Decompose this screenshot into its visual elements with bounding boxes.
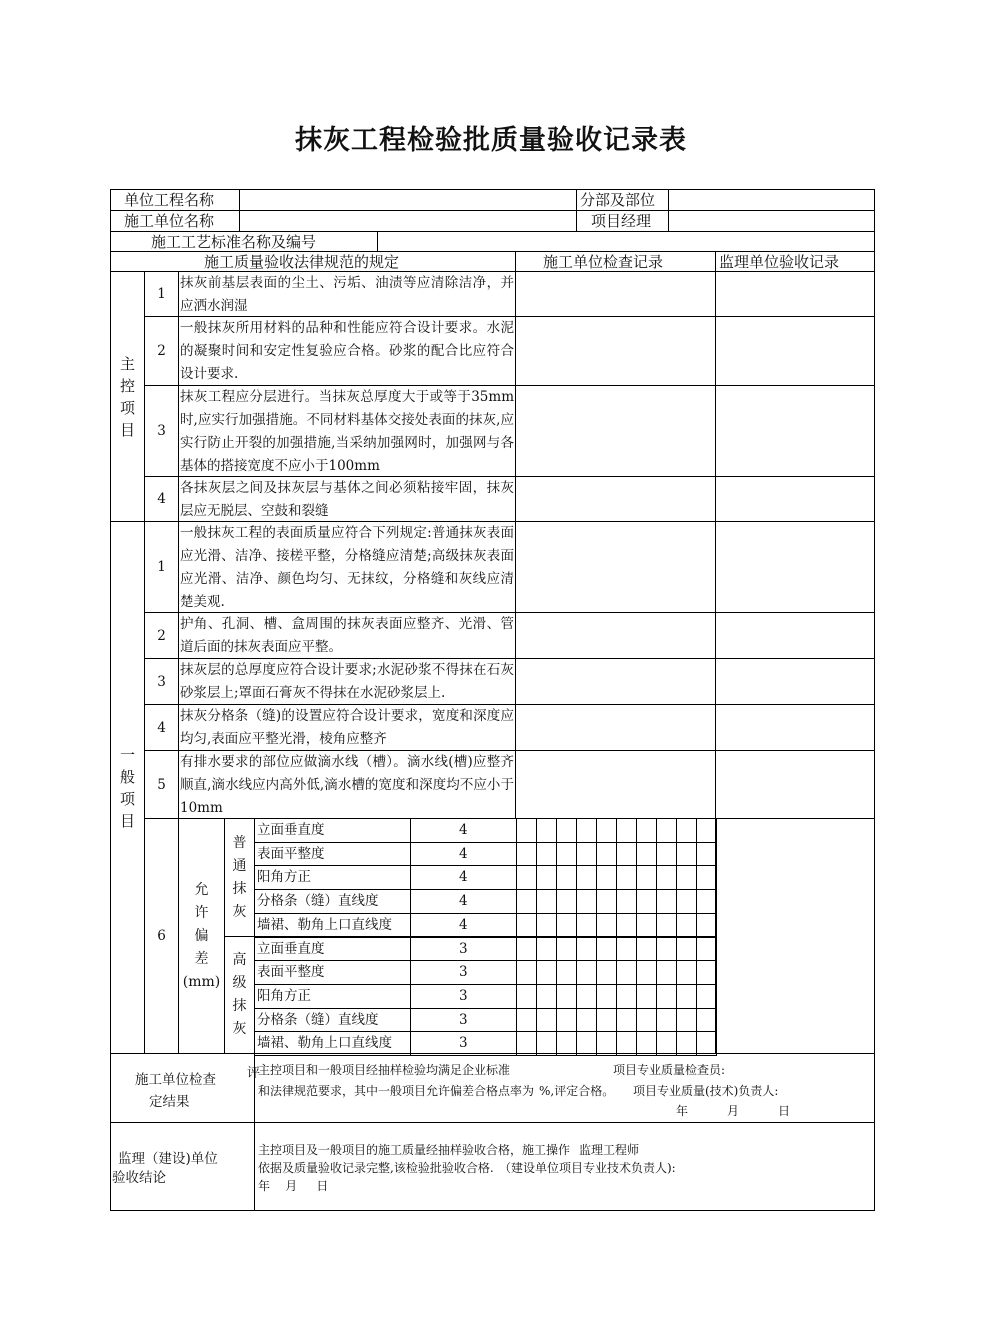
measurement-cell[interactable]: [576, 842, 597, 867]
construction-date-year: 年: [676, 1104, 689, 1118]
measurement-cell[interactable]: [556, 960, 577, 985]
measurement-cell[interactable]: [556, 865, 577, 890]
measurement-cell[interactable]: [636, 1008, 657, 1033]
deviation-item-value: 3: [459, 1011, 468, 1028]
construction-unit-label-cell: [110, 210, 240, 232]
main-item-1-no: 1: [144, 271, 179, 317]
construction-conclusion-label-1: 施工单位检查: [135, 1072, 216, 1088]
general-item-1-accept[interactable]: [715, 521, 875, 613]
measurement-cell[interactable]: [676, 937, 697, 962]
measurement-cell[interactable]: [656, 984, 677, 1009]
main-control-label: 主 控 项 目: [119, 354, 135, 439]
deviation-item-value-cell: [410, 889, 517, 914]
general-label: 一 般 项 目: [119, 745, 135, 830]
deviation-item-value-cell: [410, 842, 517, 867]
deviation-item-value-cell: [410, 960, 517, 985]
sub-part-label: 分部及部位: [580, 191, 656, 209]
inspection-form: [111, 190, 875, 1211]
measurement-cell[interactable]: [576, 960, 597, 985]
advanced-plaster-label-cell: [224, 936, 255, 1054]
general-item-4-accept[interactable]: [715, 704, 875, 751]
general-item-3-no: 3: [144, 658, 179, 705]
measurement-cell[interactable]: [616, 960, 637, 985]
main-item-2-text: 一般抹灰所用材料的品种和性能应符合设计要求。水泥的凝聚时间和安定性复验应合格。砂浆的配合比应符合设计要求.: [178, 316, 516, 386]
main-item-4-text: 各抹灰层之间及抹灰层与基体之间必须粘接牢固，抹灰层应无脱层、空鼓和裂缝: [178, 476, 516, 522]
general-item-5-text: 有排水要求的部位应做滴水线（槽）。滴水线(槽)应整齐顺直,滴水线应内高外低,滴水槽的宽度和深度均不应小于10mm: [178, 750, 516, 819]
general-item-3-text: 抹灰层的总厚度应符合设计要求;水泥砂浆不得抹在石灰砂浆层上;罩面石膏灰不得抹在水泥砂浆层上.: [178, 658, 516, 705]
quality-inspector-label: 项目专业质量检查员:: [613, 1063, 726, 1077]
supervision-date: 年 月 日: [258, 1179, 329, 1193]
measurement-cell[interactable]: [636, 818, 657, 843]
deviation-item-value: 3: [459, 940, 468, 957]
deviation-item-name-cell: [254, 818, 411, 843]
owner-tech-lead-label: （建设单位项目专业技术负责人):: [499, 1161, 676, 1175]
project-manager-label: 项目经理: [591, 212, 652, 230]
main-item-3-text: 抹灰工程应分层进行。当抹灰总厚度大于或等于35mm时,应实行加强措施。不同材料基体交接处表面的抹灰,应实行防止开裂的加强措施,当采纳加强网时，加强网与各基体的搭接宽度不应小于100mm: [178, 385, 516, 477]
deviation-item-value: 3: [459, 964, 468, 981]
ordinary-plaster-label-cell: [224, 818, 255, 937]
deviation-item-value-cell: [410, 937, 517, 962]
measurement-cell[interactable]: [536, 960, 557, 985]
general-item-1-text: 一般抹灰工程的表面质量应符合下列规定:普通抹灰表面应光滑、洁净、接槎平整，分格缝应清楚;高级抹灰表面应光滑、洁净、颜色均匀、无抹纹，分格缝和灰线应清楚美观.: [178, 521, 516, 613]
main-item-3-no: 3: [144, 385, 179, 477]
accept-record-header-label: 监理单位验收记录: [719, 253, 840, 271]
measurement-cell[interactable]: [596, 960, 617, 985]
deviation-item-name: 墙裙、勒角上口直线度: [257, 1035, 392, 1052]
construction-date-month: 月: [727, 1104, 740, 1118]
measurement-cell[interactable]: [636, 889, 657, 914]
measurement-cell[interactable]: [696, 960, 717, 985]
check-record-header-label: 施工单位检查记录: [543, 253, 664, 271]
construction-conclusion-line2b: %,评定合格。: [539, 1084, 615, 1098]
measurement-cell[interactable]: [596, 913, 617, 938]
deviation-item-value-cell: [410, 818, 517, 843]
main-item-1-text: 抹灰前基层表面的尘土、污垢、油渍等应清除洁净，并应洒水润湿: [178, 271, 516, 317]
measurement-cell[interactable]: [516, 913, 537, 938]
deviation-item-value-cell: [410, 984, 517, 1009]
deviation-item-name-cell: [254, 865, 411, 890]
general-item-3-check[interactable]: [515, 658, 716, 705]
measurement-cell[interactable]: [516, 842, 537, 867]
supervision-conclusion-label-1: 监理（建设)单位: [118, 1151, 218, 1167]
general-item-1-no: 1: [144, 521, 179, 613]
standard-label: 施工工艺标准名称及编号: [151, 233, 317, 251]
measurement-cell[interactable]: [616, 937, 637, 962]
measurement-cell[interactable]: [556, 913, 577, 938]
measurement-cell[interactable]: [576, 913, 597, 938]
standard-label-cell: [110, 231, 378, 252]
measurement-cell[interactable]: [636, 937, 657, 962]
measurement-cell[interactable]: [676, 818, 697, 843]
supervision-conclusion-label-cell: [110, 1122, 255, 1211]
general-item-6-no: 6: [144, 818, 179, 1054]
measurement-cell[interactable]: [536, 937, 557, 962]
measurement-cell[interactable]: [656, 913, 677, 938]
measurement-cell[interactable]: [576, 984, 597, 1009]
deviation-item-value: 4: [459, 845, 468, 862]
measurement-cell[interactable]: [516, 984, 537, 1009]
measurement-cell[interactable]: [696, 889, 717, 914]
measurement-cell[interactable]: [636, 842, 657, 867]
measurement-cell[interactable]: [536, 818, 557, 843]
deviation-item-value: 4: [459, 893, 468, 910]
deviation-item-value: 4: [459, 822, 468, 838]
measurement-cell[interactable]: [676, 889, 697, 914]
measurement-cell[interactable]: [556, 937, 577, 962]
project-manager-label-cell: [576, 210, 669, 232]
main-item-1-check[interactable]: [515, 271, 716, 317]
measurement-cell[interactable]: [636, 913, 657, 938]
measurement-cell[interactable]: [696, 842, 717, 867]
measurement-cell[interactable]: [516, 937, 537, 962]
deviation-label: 允 许 偏 差 (mm): [182, 881, 221, 990]
supervision-conclusion-label-2: 验收结论: [112, 1170, 166, 1186]
measurement-cell[interactable]: [536, 1008, 557, 1033]
page-title: 抹灰工程检验批质量验收记录表: [295, 125, 687, 156]
deviation-item-name: 表面平整度: [257, 964, 325, 981]
measurement-cell[interactable]: [536, 842, 557, 867]
measurement-cell[interactable]: [576, 1008, 597, 1033]
measurement-cell[interactable]: [696, 818, 717, 843]
deviation-item-name: 表面平整度: [257, 845, 325, 862]
measurement-cell[interactable]: [616, 889, 637, 914]
measurement-cell[interactable]: [616, 984, 637, 1009]
deviation-item-name-cell: [254, 984, 411, 1009]
measurement-cell[interactable]: [576, 818, 597, 843]
deviation-item-value: 3: [459, 1035, 468, 1052]
main-control-label-cell: [110, 271, 145, 522]
deviation-item-name: 阳角方正: [257, 987, 311, 1004]
deviation-item-value: 3: [459, 987, 468, 1004]
main-item-3-accept[interactable]: [715, 385, 875, 477]
measurement-cell[interactable]: [696, 984, 717, 1009]
general-item-4-no: 4: [144, 704, 179, 751]
accept-record-header: [715, 251, 875, 272]
measurement-cell[interactable]: [616, 865, 637, 890]
measurement-cell[interactable]: [536, 889, 557, 914]
general-item-1-check[interactable]: [515, 521, 716, 613]
measurement-cell[interactable]: [536, 913, 557, 938]
measurement-cell[interactable]: [656, 865, 677, 890]
general-item-5-check[interactable]: [515, 750, 716, 819]
deviation-item-value: 4: [459, 869, 468, 886]
main-item-4-accept[interactable]: [715, 476, 875, 522]
sub-part-label-cell: [576, 189, 669, 211]
unit-project-label: 单位工程名称: [124, 191, 215, 209]
general-item-2-text: 护角、孔洞、槽、盒周围的抹灰表面应整齐、光滑、管道后面的抹灰表面应平整。: [178, 612, 516, 659]
measurement-cell[interactable]: [536, 984, 557, 1009]
general-item-2-no: 2: [144, 612, 179, 659]
measurement-cell[interactable]: [556, 818, 577, 843]
deviation-item-value-cell: [410, 865, 517, 890]
main-item-4-check[interactable]: [515, 476, 716, 522]
measurement-cell[interactable]: [616, 913, 637, 938]
measurement-cell[interactable]: [636, 960, 657, 985]
quality-tech-lead-label: 项目专业质量(技术)负责人:: [633, 1084, 779, 1098]
measurement-cell[interactable]: [516, 818, 537, 843]
deviation-item-name-cell: [254, 960, 411, 985]
measurement-cell[interactable]: [596, 1008, 617, 1033]
supervision-conclusion-line2: 依据及质量验收记录完整,该检验批验收合格.: [258, 1161, 494, 1175]
measurement-cell[interactable]: [616, 842, 637, 867]
measurement-cell[interactable]: [656, 842, 677, 867]
main-item-3-check[interactable]: [515, 385, 716, 477]
general-item-4-text: 抹灰分格条（缝)的设置应符合设计要求，宽度和深度应均匀,表面应平整光滑，棱角应整齐: [178, 704, 516, 751]
deviation-item-name-cell: [254, 937, 411, 962]
main-item-1-accept[interactable]: [715, 271, 875, 317]
general-item-2-accept[interactable]: [715, 612, 875, 659]
measurement-cell[interactable]: [516, 865, 537, 890]
measurement-cell[interactable]: [596, 889, 617, 914]
deviation-label-cell: [178, 818, 225, 1054]
standard-input[interactable]: [377, 231, 875, 252]
main-item-2-accept[interactable]: [715, 316, 875, 386]
construction-unit-input[interactable]: [239, 210, 577, 232]
measurement-cell[interactable]: [576, 865, 597, 890]
supervision-conclusion-line1: 主控项目及一般项目的施工质量经抽样验收合格，施工操作: [258, 1143, 571, 1157]
regulation-header: [110, 251, 516, 272]
main-item-2-no: 2: [144, 316, 179, 386]
unit-project-label-cell: [110, 189, 240, 211]
measurement-cell[interactable]: [576, 937, 597, 962]
supervision-engineer-label: 监理工程师: [579, 1143, 640, 1157]
construction-date-day: 日: [778, 1104, 791, 1118]
measurement-cell[interactable]: [596, 937, 617, 962]
measurement-cell[interactable]: [676, 984, 697, 1009]
measurement-cell[interactable]: [696, 1008, 717, 1033]
measurement-cell[interactable]: [676, 1008, 697, 1033]
measurement-cell[interactable]: [596, 842, 617, 867]
measurement-cell[interactable]: [516, 889, 537, 914]
measurement-cell[interactable]: [676, 913, 697, 938]
measurement-cell[interactable]: [656, 1008, 677, 1033]
measurement-cell[interactable]: [556, 984, 577, 1009]
measurement-cell[interactable]: [696, 937, 717, 962]
unit-project-input[interactable]: [239, 189, 577, 211]
deviation-item-name: 分格条（缝）直线度: [257, 893, 379, 910]
measurement-cell[interactable]: [636, 984, 657, 1009]
general-item-3-accept[interactable]: [715, 658, 875, 705]
measurement-cell[interactable]: [516, 1008, 537, 1033]
general-item-6-accept[interactable]: [715, 818, 875, 1054]
measurement-cell[interactable]: [676, 960, 697, 985]
deviation-item-value-cell: [410, 1008, 517, 1033]
measurement-cell[interactable]: [616, 1008, 637, 1033]
deviation-item-name: 阳角方正: [257, 869, 311, 886]
deviation-item-name: 立面垂直度: [257, 940, 325, 957]
ordinary-plaster-label: 普 通 抹 灰: [232, 834, 247, 920]
measurement-cell[interactable]: [596, 818, 617, 843]
measurement-cell[interactable]: [536, 865, 557, 890]
deviation-item-name-cell: [254, 889, 411, 914]
general-item-5-no: 5: [144, 750, 179, 819]
measurement-cell[interactable]: [676, 842, 697, 867]
construction-conclusion-line1: 主控项目和一般项目经抽样检验均满足企业标准: [258, 1063, 511, 1077]
regulation-header-label: 施工质量验收法律规范的规定: [204, 253, 400, 271]
measurement-cell[interactable]: [556, 889, 577, 914]
deviation-item-name-cell: [254, 913, 411, 938]
construction-conclusion-content: [254, 1053, 875, 1123]
deviation-item-name-cell: [254, 1008, 411, 1033]
measurement-cell[interactable]: [596, 865, 617, 890]
measurement-cell[interactable]: [656, 889, 677, 914]
main-item-4-no: 4: [144, 476, 179, 522]
measurement-cell[interactable]: [656, 818, 677, 843]
measurement-cell[interactable]: [556, 1008, 577, 1033]
deviation-item-value: 4: [459, 916, 468, 933]
project-manager-input[interactable]: [668, 210, 875, 232]
main-item-2-check[interactable]: [515, 316, 716, 386]
general-item-4-check[interactable]: [515, 704, 716, 751]
advanced-plaster-label: 高 级 抹 灰: [232, 952, 247, 1037]
construction-conclusion-stray-char: 评: [247, 1066, 261, 1081]
general-item-5-accept[interactable]: [715, 750, 875, 819]
general-item-2-check[interactable]: [515, 612, 716, 659]
deviation-item-value-cell: [410, 913, 517, 938]
general-label-cell: [110, 521, 145, 1054]
measurement-cell[interactable]: [696, 865, 717, 890]
measurement-cell[interactable]: [656, 937, 677, 962]
construction-unit-label: 施工单位名称: [124, 212, 215, 230]
deviation-item-name: 分格条（缝）直线度: [257, 1011, 379, 1028]
measurement-cell[interactable]: [556, 842, 577, 867]
deviation-item-name-cell: [254, 842, 411, 867]
measurement-cell[interactable]: [516, 960, 537, 985]
construction-conclusion-label-cell: [110, 1053, 261, 1123]
measurement-cell[interactable]: [576, 889, 597, 914]
measurement-cell[interactable]: [636, 865, 657, 890]
construction-conclusion-line2a: 和法律规范要求，其中一般项目允许偏差合格点率为: [258, 1084, 535, 1098]
measurement-cell[interactable]: [596, 984, 617, 1009]
check-record-header: [515, 251, 716, 272]
measurement-cell[interactable]: [656, 960, 677, 985]
sub-part-input[interactable]: [668, 189, 875, 211]
deviation-item-name: 墙裙、勒角上口直线度: [257, 916, 392, 933]
measurement-cell[interactable]: [676, 865, 697, 890]
supervision-conclusion-content: [254, 1122, 875, 1211]
measurement-cell[interactable]: [696, 913, 717, 938]
construction-conclusion-label-2: 定结果: [149, 1094, 190, 1110]
measurement-cell[interactable]: [616, 818, 637, 843]
deviation-item-name: 立面垂直度: [257, 822, 325, 838]
